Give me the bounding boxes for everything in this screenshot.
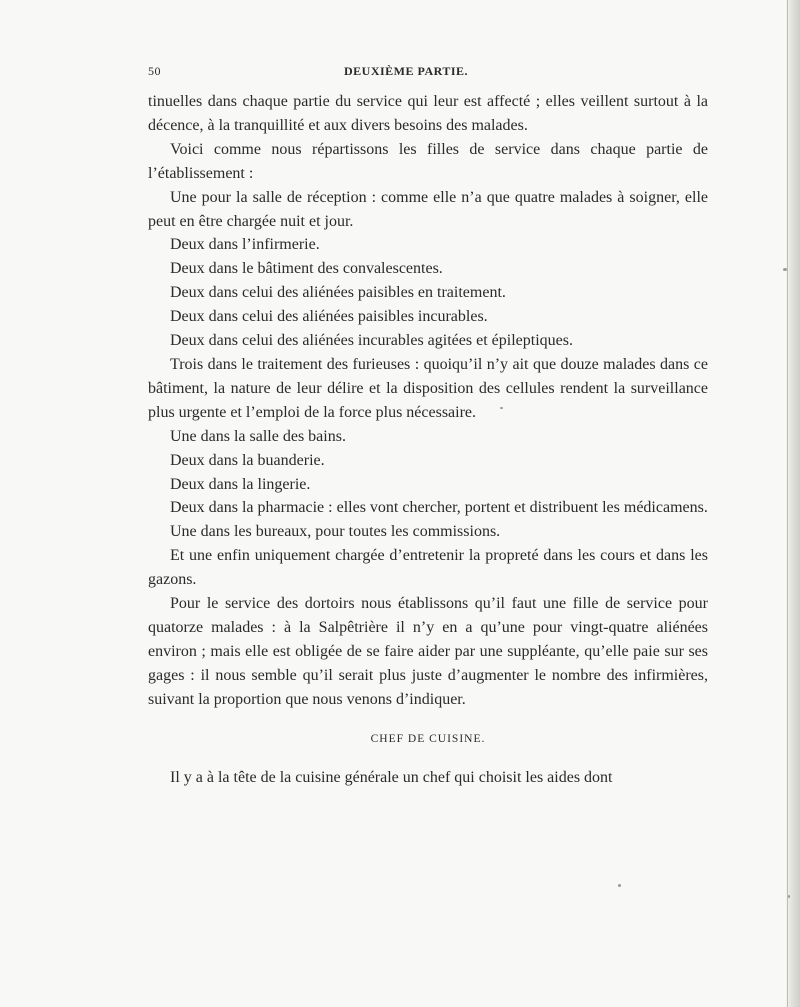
paragraph: Deux dans celui des aliénées paisibles en traitement. bbox=[170, 284, 506, 302]
section-title: CHEF DE CUISINE. bbox=[370, 732, 486, 745]
paragraph: Une dans les bureaux, pour toutes les commissions. bbox=[170, 523, 501, 541]
paragraph: Deux dans l’infirmerie. bbox=[170, 236, 320, 254]
print-speck bbox=[788, 895, 790, 898]
paragraph: Deux dans celui des aliénées paisibles incurables. bbox=[170, 308, 488, 326]
paragraph: Pour le service des dortoirs nous établissons qu’il faut une fille de service pour quatorze malades : à la Salpêtrière il n’y en a qu’une pour vingt-quatre aliénées environ ; mais elle est obligée de se faire aider par une suppléante, qu’elle paie sur ses gages : il nous semble qu’il serait plus juste d’augmenter le nombre des infirmières, suivant la proportion que nous venons d’indiquer. bbox=[148, 595, 708, 708]
running-head: DEUXIÈME PARTIE. bbox=[344, 64, 469, 78]
paragraph: Et une enfin uniquement chargée d’entretenir la propreté dans les cours et dans les gazons. bbox=[148, 547, 708, 589]
paragraph: Deux dans celui des aliénées incurables agitées et épileptiques. bbox=[170, 332, 573, 350]
paragraph: Deux dans la lingerie. bbox=[170, 475, 311, 493]
print-speck bbox=[783, 268, 787, 271]
body-text bbox=[148, 90, 708, 789]
paragraph: Une dans la salle des bains. bbox=[170, 427, 346, 445]
page-number: 50 bbox=[148, 64, 161, 78]
paragraph: Deux dans la buanderie. bbox=[170, 451, 325, 469]
paragraph: Il y a à la tête de la cuisine générale un chef qui choisit les aides dont bbox=[170, 768, 613, 786]
paragraph: tinuelles dans chaque partie du service qui leur est affecté ; elles veillent surtout à la décence, à la tranquillité et aux divers besoins des malades. bbox=[148, 93, 708, 134]
page-edge-shadow bbox=[786, 0, 800, 1007]
page-edge-line bbox=[787, 0, 788, 1007]
paragraph: Deux dans le bâtiment des convalescentes. bbox=[170, 260, 443, 278]
paragraph: Voici comme nous répartissons les filles de service dans chaque partie de l’établissement : bbox=[148, 140, 708, 182]
print-speck bbox=[618, 884, 621, 887]
paragraph: Deux dans la pharmacie : elles vont chercher, portent et distribuent les médicamens. bbox=[170, 499, 708, 517]
paragraph: Une pour la salle de réception : comme elle n’a que quatre malades à soigner, elle peut en être chargée nuit et jour. bbox=[148, 188, 708, 230]
paragraph: Trois dans le traitement des furieuses : quoiqu’il n’y ait que douze malades dans ce bâtiment, la nature de leur délire et la disposition des cellules rendent la surveillance plus urgente et l’emploi de la force plus nécessaire. bbox=[148, 355, 708, 421]
page-header bbox=[148, 64, 708, 82]
